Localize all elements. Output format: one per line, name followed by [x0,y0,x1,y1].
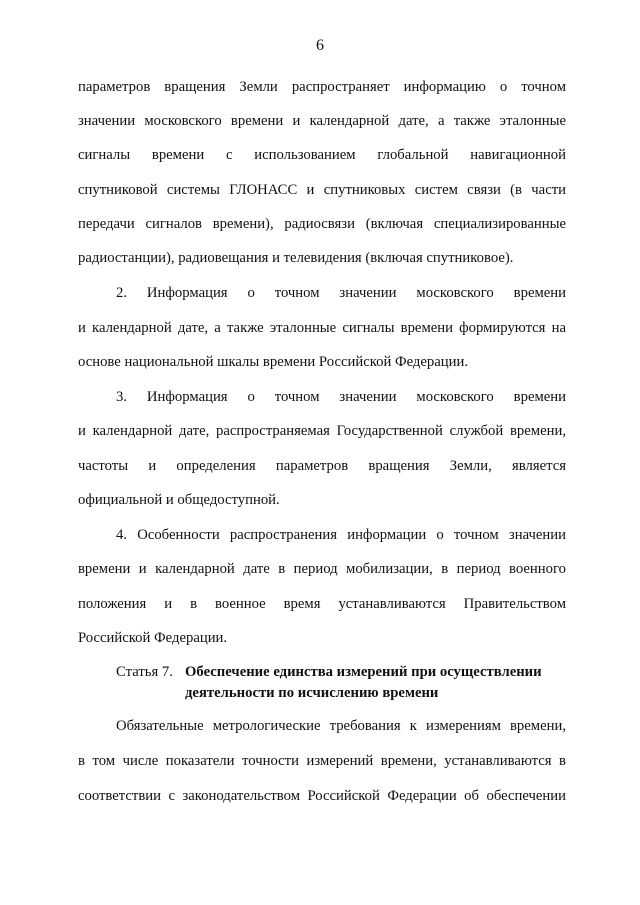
text-line: и календарной дате, распространяемая Государственной службой времени, [78,423,566,439]
text-line: Обязательные метрологические требования к измерениям времени, [116,718,566,734]
text-line: передачи сигналов времени), радиосвязи (включая специализированные [78,216,566,232]
article-title: Обеспечение единства измерений при осуществлении деятельности по исчислению времени [185,664,542,701]
text-line: Российской Федерации. [78,630,228,646]
text-line: 3. Информация о точном значении московского времени [116,389,566,405]
text-line: в том числе показатели точности измерений времени, устанавливаются в [78,753,566,769]
text-line: 4. Особенности распространения информации о точном значении [116,527,566,543]
text-line: основе национальной шкалы времени Российской Федерации. [78,354,469,370]
text-line: сигналы времени с использованием глобальной навигационной [78,147,566,163]
text-line: параметров вращения Земли распространяет информацию о точном [78,79,566,95]
text-line: соответствии с законодательством Российской Федерации об обеспечении [78,788,566,804]
text-line: официальной и общедоступной. [78,492,280,508]
article-label: Статья 7. [116,664,173,680]
text-line: спутниковой системы ГЛОНАСС и спутниковых систем связи (в части [78,182,566,198]
text-line: радиостанции), радиовещания и телевидения (включая спутниковое). [78,250,514,266]
text-line: положения и в военное время устанавливаются Правительством [78,596,566,612]
text-line: частоты и определения параметров вращения Земли, является [78,458,566,474]
page-number: 6 [316,37,324,54]
text-line: и календарной дате, а также эталонные сигналы времени формируются на [78,320,566,336]
text-line: 2. Информация о точном значении московского времени [116,285,566,301]
text-line: времени и календарной дате в период мобилизации, в период военного [78,561,566,577]
text-line: значении московского времени и календарной дате, а также эталонные [78,113,566,129]
